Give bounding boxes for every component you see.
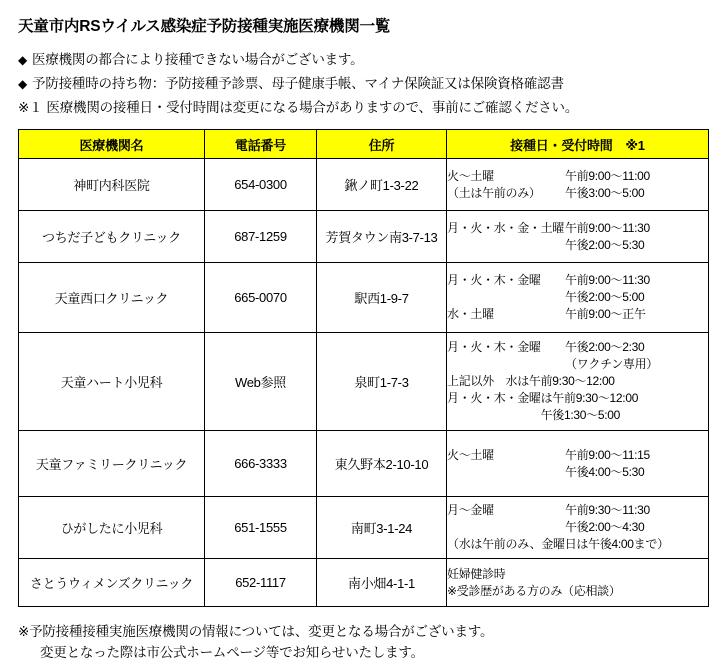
hours-times — [565, 447, 708, 464]
hours-line — [447, 237, 708, 254]
clinic-hours — [447, 431, 709, 497]
notes-section — [18, 50, 708, 117]
hours-note: 上記以外 水は午前9:30～12:00 — [447, 374, 615, 388]
hours-time: 午後2:00～2:30 — [565, 340, 645, 354]
hours-note: 妊婦健診時 — [447, 566, 506, 581]
hours-time: 午前9:00～11:15 — [565, 447, 650, 462]
column-header-tel: 電話番号 — [205, 130, 317, 159]
hours-line — [447, 220, 708, 237]
hours-times — [565, 185, 708, 202]
note-text-3: 医療機関の接種日・受付時間は変更になる場合がありますので、事前にご確認ください。 — [46, 100, 579, 115]
clinic-tel: 652-1117 — [205, 559, 317, 607]
hours-days: 月～金曜 — [447, 503, 494, 517]
clinic-hours — [447, 159, 709, 211]
table-row — [19, 159, 709, 211]
clinic-address: 東久野本2-10-10 — [317, 431, 447, 497]
clinic-tel: 687-1259 — [205, 211, 317, 263]
clinic-hours — [447, 333, 709, 431]
hours-time: 午前9:00～11:30 — [565, 220, 650, 235]
hours-days: 火～土曜 — [447, 168, 494, 183]
table-header-row — [19, 130, 709, 159]
hours-times — [565, 339, 708, 356]
hours-times — [565, 237, 708, 254]
hours-note: （水は午前のみ、金曜日は午後4:00まで） — [447, 537, 669, 551]
clinic-name: 天童西口クリニック — [19, 263, 205, 333]
hours-times — [565, 519, 708, 536]
table-row — [19, 497, 709, 559]
hours-times — [565, 502, 708, 519]
table-row — [19, 263, 709, 333]
hours-line — [447, 339, 708, 356]
hours-time: 午前9:00～11:30 — [565, 273, 650, 287]
hours-line — [447, 464, 708, 481]
table-row — [19, 559, 709, 607]
hours-time: 午前9:00～11:00 — [565, 168, 650, 183]
hours-time: 午前9:00～正午 — [565, 307, 646, 321]
hours-times — [565, 289, 708, 306]
clinic-name: さとうウィメンズクリニック — [19, 559, 205, 607]
hours-time: 午後2:00～5:30 — [565, 237, 645, 252]
clinic-name: 神町内科医院 — [19, 159, 205, 211]
clinic-name: 天童ファミリークリニック — [19, 431, 205, 497]
note-line-2 — [18, 74, 708, 94]
hours-days: 月・火・木・金曜 — [447, 273, 541, 287]
hours-days: 水・土曜 — [447, 307, 494, 321]
clinic-name: 天童ハート小児科 — [19, 333, 205, 431]
hours-line — [447, 306, 708, 323]
clinic-tel: 651-1555 — [205, 497, 317, 559]
hours-line — [447, 272, 708, 289]
column-header-hours: 接種日・受付時間 ※1 — [447, 130, 709, 159]
clinic-name: つちだ子どもクリニック — [19, 211, 205, 263]
note-text-2: 予防接種時の持ち物：予防接種予診票、母子健康手帳、マイナ保険証又は保険資格確認書 — [32, 76, 564, 91]
clinic-hours — [447, 211, 709, 263]
hours-times — [565, 220, 708, 237]
hours-note: ※受診歴がある方のみ（応相談） — [447, 583, 621, 598]
clinic-address: 南小畑4-1-1 — [317, 559, 447, 607]
clinic-address: 鍬ノ町1-3-22 — [317, 159, 447, 211]
clinic-hours — [447, 559, 709, 607]
clinic-address: 芳賀タウン南3-7-13 — [317, 211, 447, 263]
clinic-tel: 665-0070 — [205, 263, 317, 333]
table-row — [19, 333, 709, 431]
hours-time: 午前9:30～11:30 — [565, 503, 650, 517]
table-row — [19, 431, 709, 497]
note-line-1 — [18, 50, 708, 70]
hours-times — [565, 168, 708, 185]
footer-line-2: 変更となった際は市公式ホームページ等でお知らせいたします。 — [40, 645, 424, 660]
hours-days: 月・火・木・金曜 — [447, 340, 541, 354]
clinic-hours — [447, 497, 709, 559]
note-text-1: 医療機関の都合により接種できない場合がございます。 — [32, 52, 364, 67]
diamond-icon: ◆ — [18, 77, 28, 91]
footer-section — [18, 621, 708, 663]
hours-days: 火～土曜 — [447, 447, 494, 462]
hours-line — [447, 356, 708, 373]
diamond-icon: ◆ — [18, 53, 28, 67]
page-title: 天童市内RSウイルス感染症予防接種実施医療機関一覧 — [18, 18, 391, 35]
clinic-tel: 654-0300 — [205, 159, 317, 211]
hours-times — [565, 464, 708, 481]
table-row — [19, 211, 709, 263]
note-line-3 — [18, 98, 708, 117]
hours-line — [447, 289, 708, 306]
hours-times — [565, 306, 708, 323]
note-marker-icon: ※１ — [18, 100, 43, 115]
hours-times — [565, 356, 708, 373]
hours-note: 月・火・木・金曜は午前9:30～12:00 — [447, 391, 639, 405]
clinic-address: 南町3-1-24 — [317, 497, 447, 559]
hours-line — [447, 502, 708, 519]
hours-time: 午後2:00～5:00 — [565, 290, 645, 304]
footer-line-1: ※予防接種接種実施医療機関の情報については、変更となる場合がございます。 — [18, 624, 494, 639]
column-header-address: 住所 — [317, 130, 447, 159]
column-header-name: 医療機関名 — [19, 130, 205, 159]
hours-days: 月・火・水・金・土曜 — [447, 220, 565, 235]
hours-times — [565, 272, 708, 289]
hours-line — [447, 519, 708, 536]
hours-line — [447, 447, 708, 464]
hours-time: 午後2:00～4:30 — [565, 520, 645, 534]
clinic-name: ひがしたに小児科 — [19, 497, 205, 559]
hours-days: （土は午前のみ） — [447, 185, 541, 200]
hours-time: 午後4:00～5:30 — [565, 464, 645, 479]
clinic-tel: 666-3333 — [205, 431, 317, 497]
hours-note: 午後1:30～5:00 — [447, 408, 621, 422]
clinic-address: 駅西1-9-7 — [317, 263, 447, 333]
clinics-table — [18, 129, 709, 607]
clinic-address: 泉町1-7-3 — [317, 333, 447, 431]
hours-time: 午後3:00～5:00 — [565, 185, 645, 200]
clinic-hours — [447, 263, 709, 333]
hours-line — [447, 168, 708, 185]
hours-line — [447, 185, 708, 202]
clinic-tel: Web参照 — [205, 333, 317, 431]
hours-time: （ワクチン専用） — [565, 357, 659, 371]
